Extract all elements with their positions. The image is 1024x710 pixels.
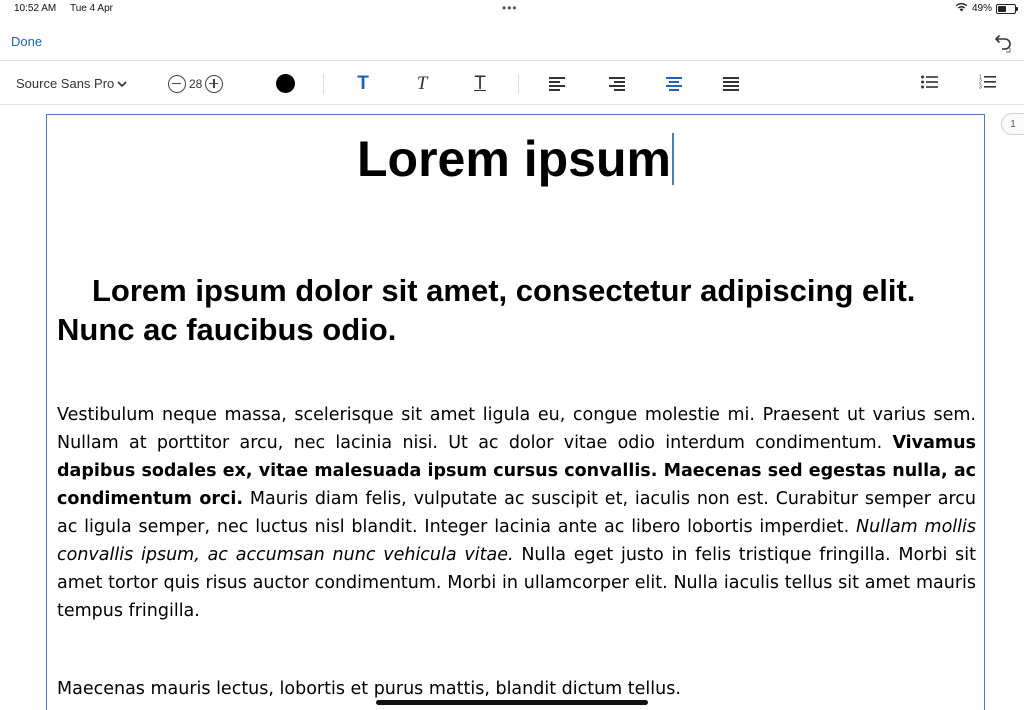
toolbar-divider xyxy=(518,74,519,94)
align-left-button[interactable] xyxy=(549,61,567,106)
bullet-list-icon xyxy=(921,74,938,93)
font-family-dropdown[interactable] xyxy=(16,61,127,106)
decrease-size-icon[interactable] xyxy=(168,75,186,93)
align-justify-button[interactable] xyxy=(723,61,741,106)
underline-t-icon: T xyxy=(474,72,486,94)
document-heading[interactable]: Lorem ipsum dolor sit amet, consectetur adipiscing elit. Nunc ac faucibus odio. xyxy=(57,273,916,347)
page-number-tab[interactable]: 1 xyxy=(1001,113,1024,135)
align-right-button[interactable] xyxy=(607,61,625,106)
chevron-down-icon xyxy=(117,76,127,91)
status-date: Tue 4 Apr xyxy=(70,3,113,14)
toolbar-divider xyxy=(323,74,324,94)
wifi-icon xyxy=(955,2,968,15)
align-justify-icon xyxy=(723,77,741,91)
font-family-value: Source Sans Pro xyxy=(16,76,115,91)
battery-icon xyxy=(996,4,1016,14)
numbered-list-icon xyxy=(979,74,996,93)
align-center-icon xyxy=(666,77,684,91)
editor-top-bar xyxy=(0,26,1024,58)
paragraph-text: Mauris diam felis, vulputate ac suscipit et, iaculis non est. Curabitur semper arcu ac ligula semper, nec luctus nisl blandit. Integer lacinia ante ac libero lobortis imperdiet. xyxy=(57,489,976,537)
numbered-list-button[interactable] xyxy=(978,61,996,106)
battery-percent: 49% xyxy=(971,3,992,14)
paragraph-bold-text: Vivamus dapibus sodales ex, vitae malesuada ipsum cursus convallis. Maecenas sed egestas nulla, ac condimentum orci. xyxy=(57,433,976,509)
home-indicator[interactable] xyxy=(376,700,648,705)
align-right-icon xyxy=(607,77,625,91)
document-title[interactable] xyxy=(47,131,984,187)
svg-text:1: 1 xyxy=(978,74,982,81)
text-color-button[interactable] xyxy=(276,61,295,106)
formatting-toolbar xyxy=(0,60,1024,105)
italic-button[interactable] xyxy=(410,61,434,106)
font-size-stepper xyxy=(168,61,223,106)
bold-button[interactable] xyxy=(351,61,375,106)
svg-text:3: 3 xyxy=(978,84,982,89)
document-paragraph-2[interactable]: Maecenas mauris lectus, lobortis et purus mattis, blandit dictum tellus. xyxy=(57,679,681,699)
undo-icon[interactable] xyxy=(990,30,1014,54)
status-bar xyxy=(0,0,1024,18)
paragraph-italic-text: Nullam mollis convallis ipsum, ac accumsan nunc vehicula vitae. xyxy=(57,517,977,565)
text-color-swatch xyxy=(276,74,295,93)
increase-size-icon[interactable] xyxy=(205,75,223,93)
bullet-list-button[interactable] xyxy=(920,61,938,106)
paragraph-text: Nulla eget justo in felis tristique fringilla. Morbi sit amet tortor quis risus auctor condimentum. Morbi in ullamcorper elit. Nulla iaculis tellus sit amet mauris tempus fringilla. xyxy=(57,545,976,621)
underline-button[interactable] xyxy=(468,61,492,106)
status-time: 10:52 AM xyxy=(14,3,57,14)
font-size-value: 28 xyxy=(189,76,203,91)
italic-t-icon: T xyxy=(416,72,428,94)
done-button[interactable]: Done xyxy=(11,34,43,49)
align-left-icon xyxy=(549,77,567,91)
align-center-button[interactable] xyxy=(666,61,684,106)
bold-t-icon: T xyxy=(357,72,369,94)
document-paragraph[interactable] xyxy=(57,401,976,625)
text-cursor xyxy=(672,133,674,185)
status-right xyxy=(955,2,1016,15)
paragraph-text: Vestibulum neque massa, scelerisque sit amet ligula eu, congue molestie mi. Praesent ut varius sem. Nullam at porttitor arcu, nec lacinia nisi. Ut ac dolor vitae odio interdum condimentum. xyxy=(57,405,976,453)
document-page[interactable] xyxy=(46,114,985,710)
svg-text:2: 2 xyxy=(978,79,982,86)
document-title-text: Lorem ipsum xyxy=(357,131,671,187)
multitasking-dots[interactable]: ••• xyxy=(502,1,518,15)
battery-fill xyxy=(998,6,1006,12)
